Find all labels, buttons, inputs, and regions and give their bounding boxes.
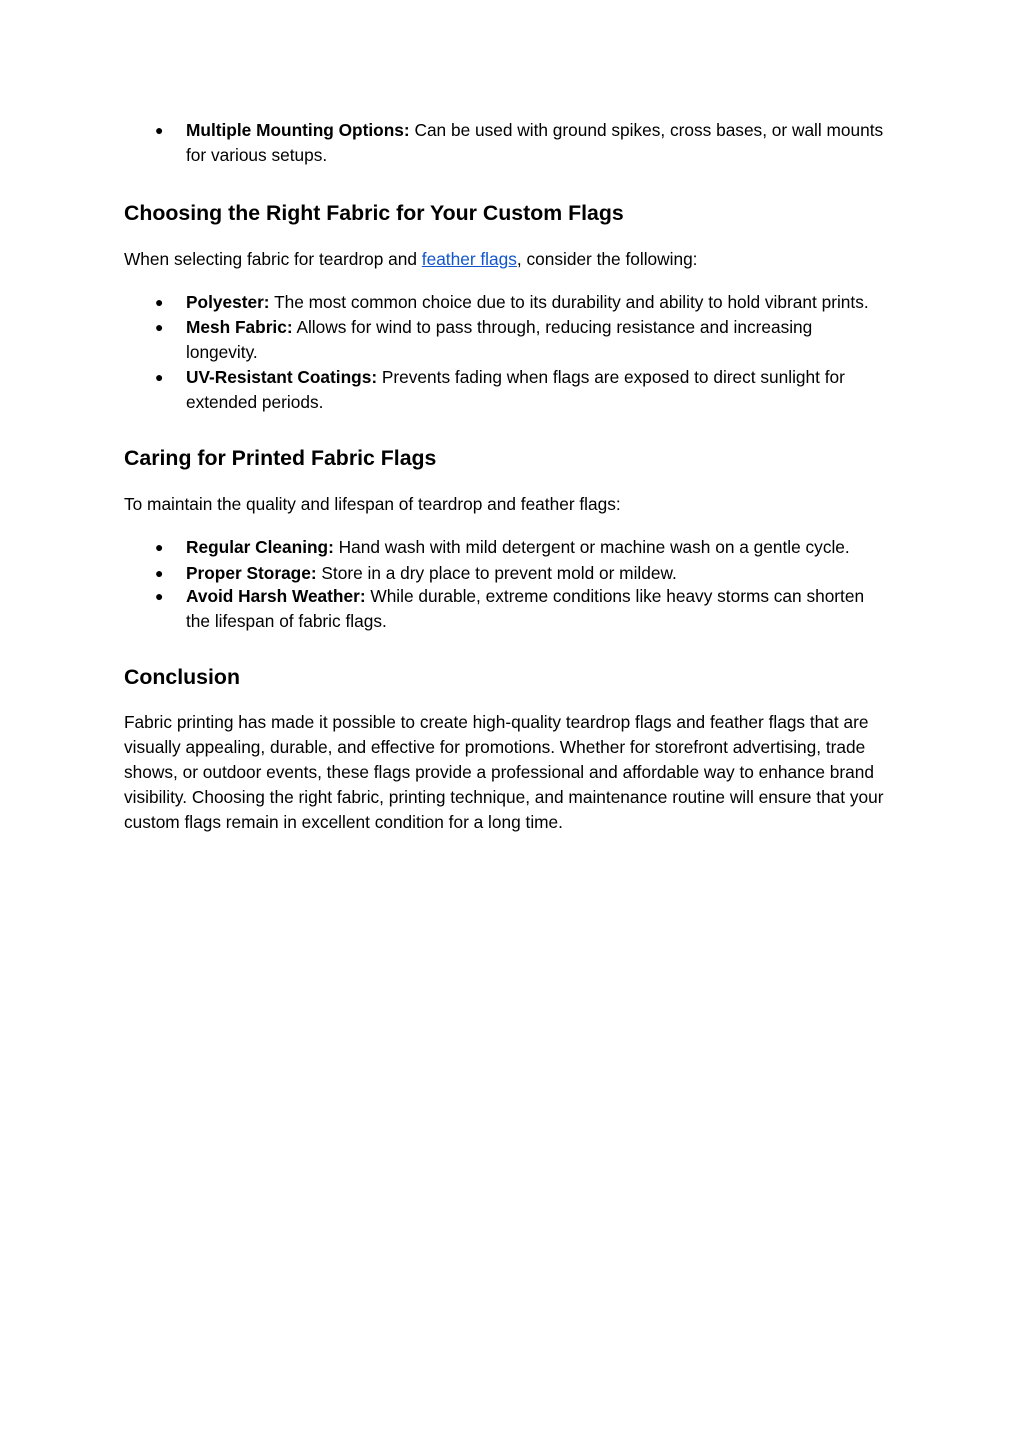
list-item-text: Hand wash with mild detergent or machine wash on a gentle cycle.	[333, 537, 850, 557]
fabric-intro	[124, 247, 884, 272]
bullet-icon: ●	[155, 565, 164, 581]
bullet-icon: ●	[155, 588, 164, 604]
feather-flags-link[interactable]: feather flags	[421, 249, 517, 269]
list-item-text: While durable, extreme conditions like heavy storms can shorten the lifespan of fabric flags.	[186, 586, 865, 631]
list-item-term: Proper Storage:	[186, 563, 317, 583]
section-heading-conclusion: Conclusion	[124, 665, 240, 689]
fabric-intro-after: , consider the following:	[516, 249, 698, 269]
bullet-icon: ●	[155, 369, 164, 385]
section-heading-fabric: Choosing the Right Fabric for Your Custom Flags	[124, 201, 624, 225]
list-item	[124, 315, 884, 365]
bullet-icon: ●	[155, 294, 164, 310]
list-item-text: Allows for wind to pass through, reducing resistance and increasing longevity.	[186, 317, 813, 362]
list-item-term: Mesh Fabric:	[186, 317, 293, 337]
bullet-icon: ●	[155, 539, 164, 555]
list-item-text: Prevents fading when flags are exposed to direct sunlight for extended periods.	[186, 367, 845, 412]
list-item-term: Avoid Harsh Weather:	[186, 586, 366, 606]
list-item	[124, 118, 884, 168]
list-item-text: Can be used with ground spikes, cross bases, or wall mounts for various setups.	[186, 120, 884, 165]
list-item	[124, 290, 884, 315]
list-item	[124, 535, 884, 560]
bullet-icon: ●	[155, 122, 164, 138]
list-item-term: Multiple Mounting Options:	[186, 120, 410, 140]
list-item	[124, 584, 884, 634]
list-item-text: Store in a dry place to prevent mold or mildew.	[316, 563, 677, 583]
list-item-term: Regular Cleaning:	[186, 537, 334, 557]
document-content	[124, 118, 884, 835]
list-item-term: Polyester:	[186, 292, 270, 312]
caring-intro: To maintain the quality and lifespan of teardrop and feather flags:	[124, 494, 621, 514]
list-item	[124, 561, 884, 586]
list-item	[124, 365, 884, 415]
fabric-intro-before: When selecting fabric for teardrop and	[124, 249, 422, 269]
mounting-options-list	[124, 118, 884, 168]
list-item-term: UV-Resistant Coatings:	[186, 367, 378, 387]
list-item-text: The most common choice due to its durability and ability to hold vibrant prints.	[269, 292, 869, 312]
bullet-icon: ●	[155, 319, 164, 335]
caring-tips-list	[124, 535, 884, 634]
fabric-options-list	[124, 290, 884, 415]
section-heading-caring: Caring for Printed Fabric Flags	[124, 446, 437, 470]
conclusion-body: Fabric printing has made it possible to create high-quality teardrop flags and feather flags that are visually appealing, durable, and effective for promotions. Whether for storefront advertising, trade shows, or outdoor events, these flags provide a professional and affordable way to enhance brand visibility. Choosing the right fabric, printing technique, and maintenance routine will ensure that your custom flags remain in excellent condition for a long time.	[124, 712, 884, 832]
